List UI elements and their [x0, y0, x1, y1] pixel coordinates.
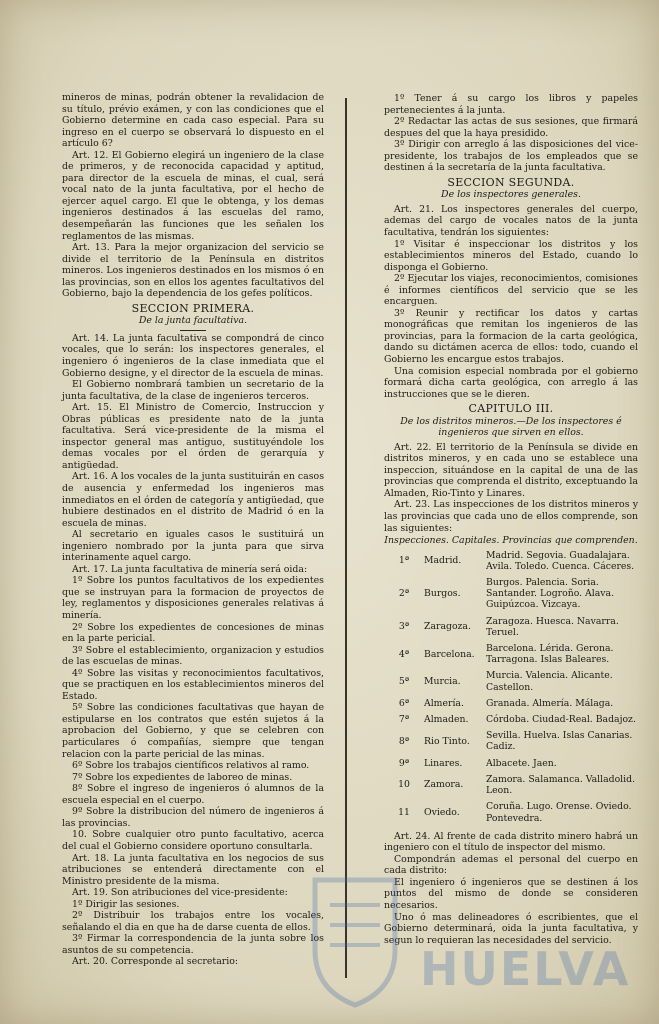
provinces-cell: Barcelona. Lérida. Gerona. Tarragona. Islas Baleares. — [486, 643, 614, 666]
list-item: 3º Firmar la correspondencia de la junta sobre los asuntos de su competencia. — [62, 933, 324, 956]
article-22: Art. 22. El territorio de la Península se divide en distritos mineros, y en cada uno se establece una inspeccion, situándose en la capital de una de las provincias que comprenda el distrito, exceptuando la Almaden, Rio-Tinto y Linares. — [384, 441, 638, 499]
provinces-cell: Córdoba. Ciudad-Real. Badajoz. — [486, 714, 636, 726]
section-heading-primera: SECCION PRIMERA. — [131, 301, 255, 315]
list-item: 2º Distribuir los trabajos entre los vocales, señalando el dia en que ha de darse cuenta de ellos. — [62, 910, 324, 933]
table-header: Inspecciones. Capitales. Provincias que comprenden. — [384, 535, 638, 547]
provinces-cell: Albacete. Jaen. — [486, 757, 557, 769]
chapter-subtitle: De los distritos mineros.—De los inspectores é ingenieros que sirven en ellos. — [400, 415, 622, 439]
capital-cell: Madrid. — [424, 555, 462, 567]
inspection-number: 8ª — [398, 735, 410, 747]
provinces-cell: Murcia. Valencia. Alicante. Castellon. — [486, 670, 613, 693]
list-item: 1º Sobre los puntos facultativos de los expedientes que se instruyan para la formacion de proyectos de ley, reglamentos y disposiciones generales relativas á minería. — [62, 575, 324, 622]
inspection-number: 4ª — [398, 648, 410, 660]
provinces-cell: Burgos. Palencia. Soria. Santander. Logroño. Alava. Guipúzcoa. Vizcaya. — [486, 577, 615, 611]
section-heading-segunda: SECCION SEGUNDA. — [447, 175, 575, 189]
table-row — [384, 773, 638, 800]
section-subtitle: De los inspectores generales. — [441, 189, 581, 201]
provinces-cell: Madrid. Segovia. Guadalajara. Avila. Toledo. Cuenca. Cáceres. — [486, 549, 635, 572]
list-item: 8º Sobre el ingreso de ingenieros ó alumnos de la escuela especial en el cuerpo. — [62, 783, 324, 806]
provinces-cell: Coruña. Lugo. Orense. Oviedo. Pontevedra. — [486, 801, 632, 824]
inspection-number: 11 — [398, 806, 410, 818]
list-item: 7º Sobre los expedientes de laboreo de minas. — [72, 771, 293, 783]
column-rule — [345, 98, 347, 978]
table-row — [384, 615, 638, 642]
table-row — [384, 642, 638, 669]
paragraph: Una comision especial nombrada por el gobierno formará dicha carta geológica, con arreglo á las instrucciones que se le dieren. — [384, 365, 638, 400]
provinces-cell: Zaragoza. Huesca. Navarra. Teruel. — [486, 615, 619, 638]
paragraph: El ingeniero ó ingenieros que se destinen á los puntos del mismo de donde se consideren necesarios. — [384, 876, 638, 911]
capital-cell: Burgos. — [424, 588, 461, 600]
list-item: 2º Sobre los expedientes de concesiones de minas en la parte pericial. — [62, 621, 324, 645]
list-item: 1º Visitar é inspeccionar los distritos y los establecimientos mineros del Estado, cuando lo disponga el Gobierno. — [384, 238, 638, 273]
huelva-watermark-logo — [295, 870, 635, 1010]
table-row — [384, 669, 638, 696]
list-item: 10. Sobre cualquier otro punto facultativo, acerca del cual el Gobierno considere oportuno consultarla. — [62, 829, 324, 852]
provinces-cell: Granada. Almería. Málaga. — [486, 697, 614, 709]
paragraph: Uno ó mas delineadores ó escribientes, que el Gobierno determinará, oida la junta facultativa, y segun lo requieran las necesidades del servicio. — [384, 911, 638, 946]
article-13: Art. 13. Para la mejor organizacion del servicio se divide el territorio de la Península en distritos mineros. Los ingenieros destinados en los mismos ó en las provincias, son en ellos los agentes facultativos del Gobierno, bajo la dependencia de los gefes políticos. — [62, 242, 324, 300]
list-item: 5º Sobre las condiciones facultativas que hayan de estipularse en los contratos que estén sujetos á la aprobacion del Gobierno, y que se celebren con particulares ó compañías, siempre que tengan relacion con la parte pericial de las minas. — [62, 702, 324, 760]
table-row — [384, 729, 638, 756]
inspection-number: 2ª — [398, 588, 410, 600]
list-item: 3º Sobre el establecimiento, organizacion y estudios de las escuelas de minas. — [62, 644, 324, 668]
paragraph: El Gobierno nombrará tambien un secretario de la junta facultativa, de la clase de ingenieros terceros. — [62, 379, 324, 402]
provinces-cell: Sevilla. Huelva. Islas Canarias. Cadiz. — [486, 730, 633, 753]
article-20: Art. 20. Corresponde al secretario: — [72, 956, 239, 968]
watermark-text: HUELVA — [420, 942, 631, 996]
inspection-number: 10 — [398, 779, 410, 791]
inspection-number: 3ª — [398, 621, 410, 633]
capital-cell: Linares. — [424, 757, 463, 769]
capital-cell: Almaden. — [424, 714, 469, 726]
inspection-number: 7ª — [398, 714, 410, 726]
article-14: Art. 14. La junta facultativa se compondrá de cinco vocales, que lo serán: los inspectores generales, el ingeniero ó ingenieros de la clase inmediata que el Gobierno designe, y el director de la escuela de minas. — [62, 332, 324, 379]
inspection-number: 5ª — [398, 676, 410, 688]
paragraph: Compondrán ademas el personal del cuerpo en cada distrito: — [384, 853, 638, 877]
provinces-cell: Zamora. Salamanca. Valladolid. Leon. — [486, 773, 636, 797]
article-23: Art. 23. Las inspecciones de los distritos mineros y las provincias que cada uno de ellos comprende, son las siguientes: — [384, 499, 638, 534]
article-15: Art. 15. El Ministro de Comercio, Instruccion y Obras públicas es presidente nato de la junta facultativa. Será vice-presidente de la misma el inspector general mas antiguo, sustituyéndole los demas vocales por el órden de gerarquía y antigüedad. — [62, 402, 324, 471]
capital-cell: Barcelona. — [424, 648, 475, 660]
chapter-heading: CAPITULO III. — [468, 402, 554, 416]
inspections-table — [384, 549, 638, 828]
paragraph: mineros de minas, podrán obtener la revalidacion de su título, prévio exámen, y con las condiciones que el Gobierno determine en cada caso especial. Para su ingreso en el cuerpo se observará lo dispuesto en el artículo 6? — [62, 92, 324, 150]
list-item: 6º Sobre los trabajos científicos relativos al ramo. — [72, 760, 310, 772]
table-row — [384, 713, 638, 729]
inspection-number: 9ª — [398, 757, 410, 769]
list-item: 2º Redactar las actas de sus sesiones, que firmará despues del que la haya presidido. — [384, 116, 638, 139]
list-item: 9º Sobre la distribucion del número de ingenieros á las provincias. — [62, 806, 324, 829]
divider — [180, 330, 206, 331]
table-row — [384, 757, 638, 773]
list-item: 2º Ejecutar los viajes, reconocimientos, comisiones é informes científicos del servicio que se les encarguen. — [384, 273, 638, 308]
inspection-number: 6ª — [398, 697, 410, 709]
capital-cell: Zaragoza. — [424, 621, 471, 633]
right-column — [384, 93, 638, 946]
capital-cell: Oviedo. — [424, 806, 460, 818]
capital-cell: Zamora. — [424, 779, 464, 791]
article-18: Art. 18. La junta facultativa en los negocios de sus atribuciones se entenderá directamente con el Ministro presidente de la misma. — [62, 852, 324, 887]
section-subtitle: De la junta facultativa. — [138, 315, 248, 327]
list-item: 1º Tener á su cargo los libros y papeles pertenecientes á la junta. — [384, 93, 638, 116]
list-item: 3º Reunir y rectificar los datos y cartas monográficas que remitan los ingenieros de las provincias, para la formacion de la carta geológica, dando su dictámen acerca de ellos: todo, cuando el Gobierno les encargue estos trabajos. — [384, 307, 638, 365]
list-item: 1º Dirigir las sesiones. — [72, 898, 180, 910]
article-16: Art. 16. A los vocales de la junta sustituirán en casos de ausencia y enfermedad los ingenieros mas inmediatos en el órden de categoría y antigüedad, que hubiere destinados en el distrito de Madrid ó en la escuela de minas. — [62, 471, 324, 529]
article-19: Art. 19. Son atribuciones del vice-presidente: — [72, 887, 288, 899]
capital-cell: Rio Tinto. — [424, 735, 470, 747]
left-column — [62, 92, 324, 968]
table-row — [384, 697, 638, 713]
article-21: Art. 21. Los inspectores generales del cuerpo, ademas del cargo de vocales natos de la junta facultativa, tendrán los siguientes: — [384, 203, 638, 238]
list-item: 4º Sobre las visitas y reconocimientos facultativos, que se practiquen en los establecimientos mineros del Estado. — [62, 667, 324, 702]
capital-cell: Murcia. — [424, 676, 461, 688]
table-row — [384, 800, 638, 827]
table-row — [384, 549, 638, 576]
inspection-number: 1ª — [398, 555, 410, 567]
article-24: Art. 24. Al frente de cada distrito minero habrá un ingeniero con el título de inspector del mismo. — [384, 830, 638, 854]
table-row — [384, 576, 638, 615]
paragraph: Al secretario en iguales casos le sustituirá un ingeniero nombrado por la junta para que sirva interinamente aquel cargo. — [62, 529, 324, 564]
capital-cell: Almería. — [424, 697, 464, 709]
list-item: 3º Dirigir con arreglo á las disposiciones del vice-presidente, los trabajos de los empleados que se destinen á la secretaría de la junta facultativa. — [384, 139, 638, 174]
article-12: Art. 12. El Gobierno elegirá un ingeniero de la clase de primeros, y de reconocida capacidad y aptitud, para director de la escuela de minas, el cual, será vocal nato de la junta facultativa, por el hecho de ejercer aquel cargo. El que le obtenga, y los demas ingenieros destinados á las escuelas del ramo, desempeñarán las funciones que les señalen los reglamentos de las mismas. — [62, 149, 324, 242]
shield-icon — [295, 870, 415, 1010]
article-17: Art. 17. La junta facultativa de minería será oida: — [72, 563, 308, 575]
